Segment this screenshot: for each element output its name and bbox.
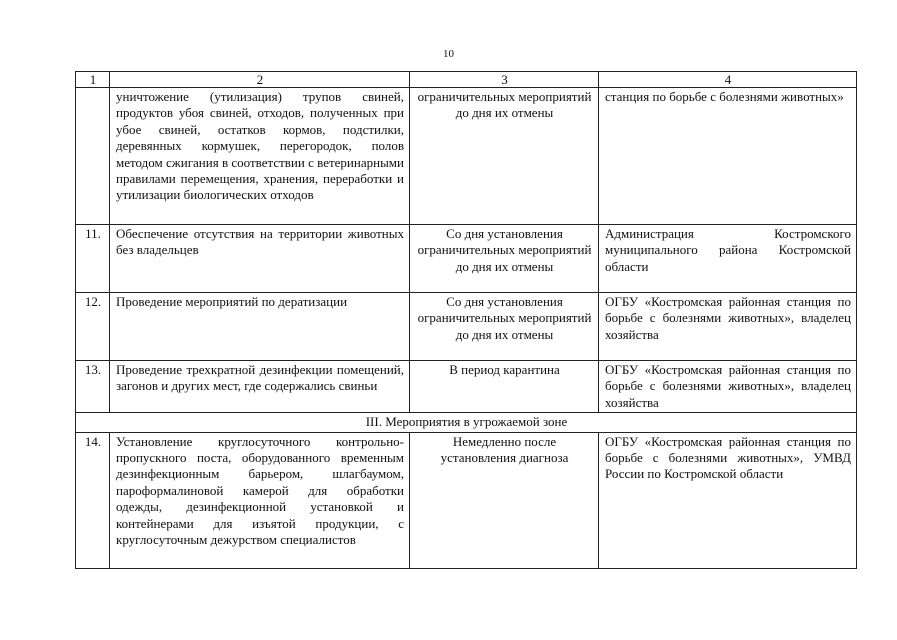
responsible-cell: ОГБУ «Костромская районная станция по борьбе с болезнями животных», владелец хозяйства xyxy=(599,293,857,361)
table-row xyxy=(76,293,857,361)
section-title: III. Мероприятия в угрожаемой зоне xyxy=(76,413,857,432)
table-row xyxy=(76,88,857,225)
deadline-cell: Немедленно после установления диагноза xyxy=(410,432,599,568)
deadline-cell: Со дня установления ограничительных мероприятий до дня их отмены xyxy=(410,225,599,293)
row-number: 11. xyxy=(76,225,110,293)
column-header: 4 xyxy=(599,72,857,88)
responsible-cell: станция по борьбе с болезнями животных» xyxy=(599,88,857,225)
deadline-cell: Со дня установления ограничительных мероприятий до дня их отмены xyxy=(410,293,599,361)
table-row xyxy=(76,432,857,568)
deadline-cell: В период карантина xyxy=(410,361,599,413)
responsible-cell: Администрация Костромского муниципального района Костромской области xyxy=(599,225,857,293)
row-number: 12. xyxy=(76,293,110,361)
responsible-cell: ОГБУ «Костромская районная станция по борьбе с болезнями животных», владелец хозяйства xyxy=(599,361,857,413)
section-row xyxy=(76,413,857,432)
column-header: 1 xyxy=(76,72,110,88)
measure-cell: Проведение мероприятий по дератизации xyxy=(110,293,410,361)
measure-cell: Проведение трехкратной дезинфекции помещений, загонов и других мест, где содержались свиньи xyxy=(110,361,410,413)
table-row xyxy=(76,361,857,413)
column-header: 2 xyxy=(110,72,410,88)
table-row xyxy=(76,225,857,293)
responsible-cell: ОГБУ «Костромская районная станция по борьбе с болезнями животных», УМВД России по Костромской области xyxy=(599,432,857,568)
row-number: 14. xyxy=(76,432,110,568)
page-number: 10 xyxy=(443,48,454,60)
measure-cell: уничтожение (утилизация) трупов свиней, продуктов убоя свиней, отходов, полученных при убое свиней, остатков кормов, подстилки, деревянных кормушек, перегородок, полов методом сжигания в соответствии с ветеринарными правилами перемещения, хранения, переработки и утилизации биологических отходов xyxy=(110,88,410,225)
row-number xyxy=(76,88,110,225)
measures-table xyxy=(75,71,857,569)
measure-cell: Обеспечение отсутствия на территории животных без владельцев xyxy=(110,225,410,293)
column-header: 3 xyxy=(410,72,599,88)
measure-cell: Установление круглосуточного контрольно-пропускного поста, оборудованного временным дезинфекционным барьером, шлагбаумом, пароформалиновой камерой для обработки одежды, дезинфекционной установкой и контейнерами для изъятой продукции, с круглосуточным дежурством специалистов xyxy=(110,432,410,568)
table-header-row xyxy=(76,72,857,88)
row-number: 13. xyxy=(76,361,110,413)
deadline-cell: ограничительных мероприятий до дня их отмены xyxy=(410,88,599,225)
